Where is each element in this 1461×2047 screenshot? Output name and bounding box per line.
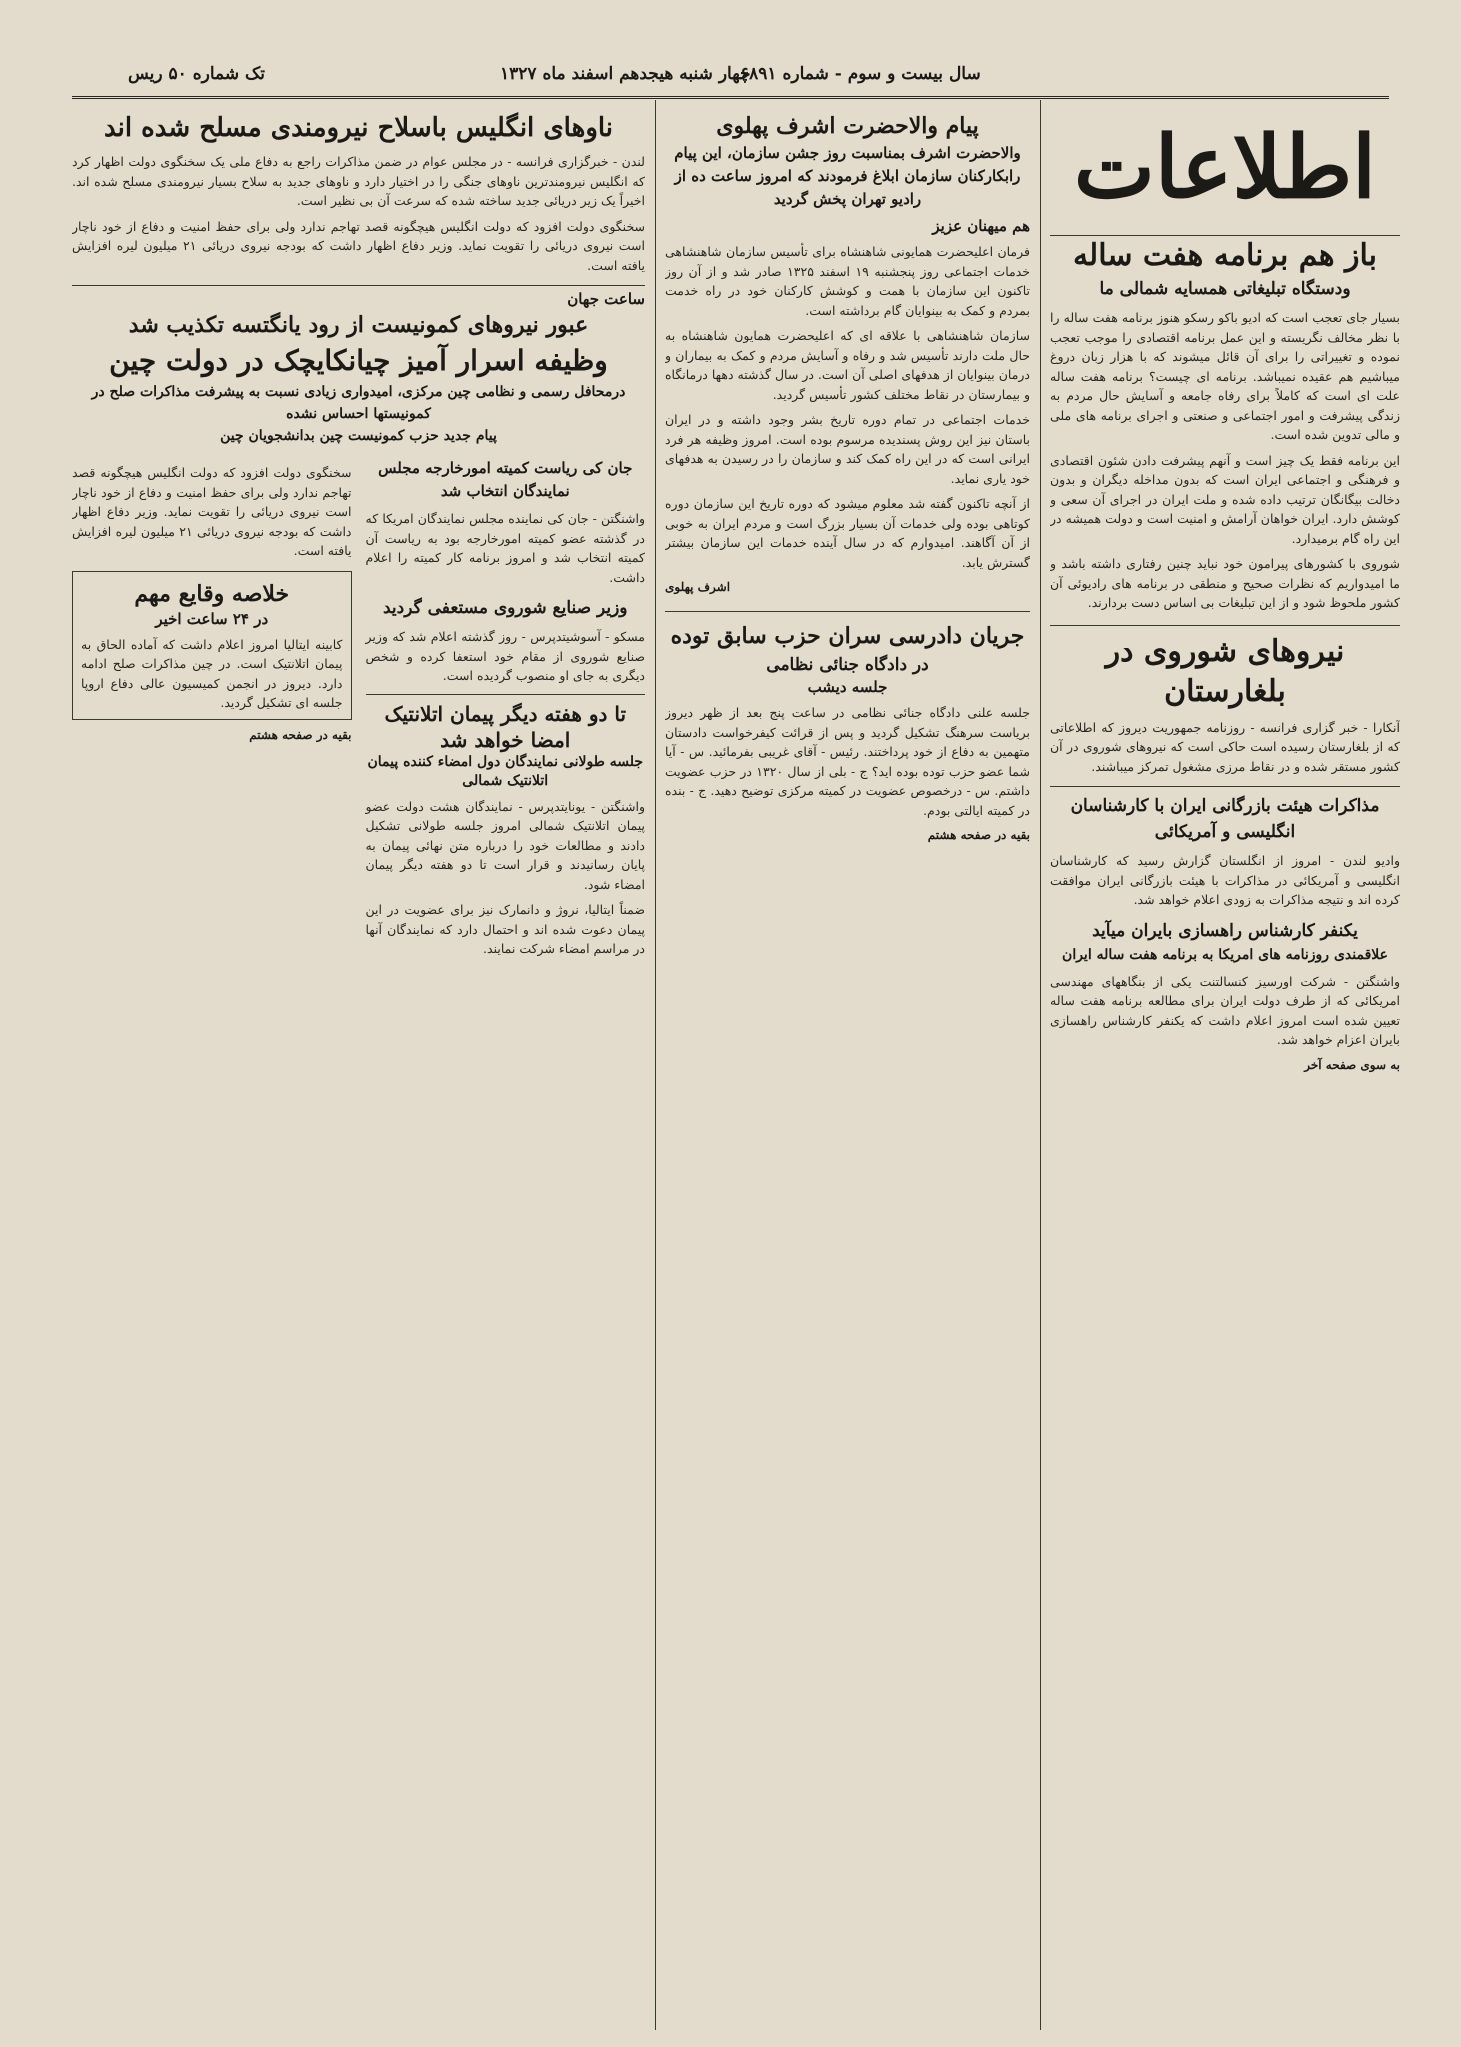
headline-atlantic-pact: تا دو هفته دیگر پیمان اتلانتیک امضا خواهد شد bbox=[384, 701, 627, 752]
subhead-soviet-minister: وزیر صنایع شوروی مستعفی گردید bbox=[382, 598, 628, 618]
divider bbox=[1050, 235, 1400, 236]
article-body: وادیو لندن - امروز از انگلستان گزارش رسید که کارشناسان انگلیسی و آمریکائی در مذاکرات با هیئت بازرگانی ایران موافقت کرده اند و نتیجه مذاکرات به زودی اعلام خواهد شد. bbox=[1050, 853, 1400, 907]
headline-chiang: وظیفه اسرار آمیز چیانکایچک در دولت چین bbox=[109, 344, 608, 377]
divider bbox=[665, 611, 1030, 612]
article-body: سخنگوی دولت افزود که دولت انگلیس هیچگونه قصد تهاجم ندارد ولی برای حفظ امنیت و دفاع از خود ناچار است نیروی دریائی را تقویت نماید. وزیر دفاع اظهار داشت که بودجه نیروی دریائی ۲۱ میلیون لیره افزایش یافته است. bbox=[72, 465, 352, 558]
issue-date: چهار شنبه هیجدهم اسفند ماه ۱۳۲۷ bbox=[500, 64, 751, 84]
article-body: آنکارا - خبر گزاری فرانسه - روزنامه جمهوریت دیروز که اطلاعاتی که از بلغارستان رسیده است حاکی است که نیروهای شوروی در آن کشور مستقر شده و در نقاط مرزی مشغول تمرکز میباشند. bbox=[1050, 719, 1400, 774]
subhead-john-kee: جان کی ریاست کمیته امورخارجه مجلس نمایندگان انتخاب شد bbox=[378, 459, 633, 500]
article-body: واشنگتن - جان کی نماینده مجلس نمایندگان امریکا که در گذشته عضو کمیته امورخارجه بود به ریاست آن کمیته انتخاب شد و امروز برنامه کار کمیته را اعلام داشت. bbox=[365, 511, 645, 585]
subhead-students: پیام جدید حزب کمونیست چین بدانشجویان چین bbox=[220, 428, 497, 444]
subhead-road-expert: یکنفر کارشناس راهسازی بایران میآید bbox=[1092, 920, 1358, 941]
headline-message: پیام والاحضرت اشرف پهلوی bbox=[716, 113, 979, 139]
subhead-atlantic-pact: جلسه طولانی نمایندگان دول امضاء کننده پیمان اتلانتیک شمالی bbox=[367, 753, 643, 789]
divider bbox=[1050, 625, 1400, 626]
right-column bbox=[1050, 235, 1400, 2025]
continued-note: به سوی صفحه آخر bbox=[1304, 1057, 1400, 1072]
continued-note: بقیه در صفحه هشتم bbox=[249, 727, 352, 742]
headline-seven-year-plan: باز هم برنامه هفت ساله bbox=[1072, 238, 1378, 273]
issue-price: تک شماره ۵۰ ریس bbox=[128, 64, 265, 84]
section-tag: ساعت جهان bbox=[567, 290, 645, 308]
article-body: فرمان اعلیحضرت همایونی شاهنشاه برای تأسیس سازمان شاهنشاهی خدمات اجتماعی روز پنجشنبه ۱۹ اسفند ۱۳۲۵ صادر شد و از آن روز تاکنون این سازمان با همت و کوشش کارکنان خود در راه خدمت بمردم و کمک به بینوایان گام برداشته است. bbox=[665, 244, 1030, 318]
article-body: سازمان شاهنشاهی با علاقه ای که اعلیحضرت همایون شاهنشاه به حال ملت دارند تأسیس شد و رفاه و آسایش مردم و کمک به بیماران و درمان بینوایان از هدفهای اصلی آن است. در سال گذشته دهها درمانگاه و بیمارستان در نقاط مختلف کشور تأسیس گردید. bbox=[665, 328, 1030, 402]
article-body: بسیار جای تعجب است که ادیو باکو رسکو هنوز برنامه هفت ساله را با نظر مخالف نگریسته و این عمل برنامه اقتصادی را موجب تعجب نموده و تغییراتی را برای آن قائل میشوند که با هزار زبان دروغ میباشیم هم عقیده نمیباشد. برنامه ای چیست؟ برنامه هفت ساله علت ای است که کاملاً برای رفاه جامعه و آسایش حال مردم به زندگی پیشرفت و امور اجتماعی و صنعتی و اجرای برنامه های ملی و مالی تدوین شده است. bbox=[1050, 310, 1400, 442]
subhead-china: درمحافل رسمی و نظامی چین مرکزی، امیدواری زیادی نسبت به پیشرفت مذاکرات صلح در کمونیستها احساس نشده bbox=[91, 384, 626, 422]
article-body: جلسه علنی دادگاه جنائی نظامی در ساعت پنج بعد از ظهر دیروز بریاست سرهنگ تشکیل گردید و پس از قرائت کیفرخواست دادستان متهمین به دفاع از خود پرداختند. رئیس - آقای غریبی بفرمائید. س - آیا شما عضو حزب توده بوده اید؟ ج - بلی از سال ۱۳۲۰ در حزب عضویت داشتم. س - درخصوص عضویت در کمیته مرکزی توضیح دهید. ج - بنده در کمیته ایالتی بودم. bbox=[665, 705, 1030, 818]
greeting: هم میهنان عزیز bbox=[932, 217, 1030, 235]
newspaper-logo: اطلاعات bbox=[1073, 117, 1377, 218]
headline-tudeh-trial: جریان دادرسی سران حزب سابق توده bbox=[670, 623, 1025, 649]
divider bbox=[72, 285, 645, 286]
article-body: این برنامه فقط یک چیز است و آنهم پیشرفت دادن شئون اقتصادی و فرهنگی و اجتماعی ایران است که بدون مداخله دیگران و بدون دخالت بیگانگان ترتیب داده شده و ملت ایران در اجرای آن سعی و کوشش دارد. ایران خواهان آرامش و امنیت است و دولت همیشه در این راه گام برمیدارد. bbox=[1050, 452, 1400, 546]
headline-british-ships: ناوهای انگلیس باسلاح نیرومندی مسلح شده اند bbox=[103, 113, 614, 143]
article-body: لندن - خبرگزاری فرانسه - در مجلس عوام در ضمن مذاکرات راجع به دفاع ملی یک سخنگوی دولت اظهار کرد که انگلیس نیرومندترین ناوهای جنگی را در اختیار دارد و ناوهای جدید به سلاح بسیار نیرومندی مسلح شده اند. اخیراً یک زیر دریائی جدید ساخته شده که سرعت آن بی نظیر است. bbox=[72, 154, 645, 208]
masthead-rule bbox=[72, 96, 1389, 99]
headline-yangtze: عبور نیروهای کمونیست از رود یانگتسه تکذیب شد bbox=[128, 312, 589, 338]
headline-bulgaria: نیروهای شوروی در بلغارستان bbox=[1105, 633, 1345, 709]
subhead-trade-talks: مذاکرات هیئت بازرگانی ایران با کارشناسان انگلیسی و آمریکائی bbox=[1070, 796, 1380, 842]
news-summary-box bbox=[72, 571, 352, 720]
article-body: سخنگوی دولت افزود که دولت انگلیس هیچگونه قصد تهاجم ندارد ولی برای حفظ امنیت و دفاع از خود ناچار است نیروی دریائی را تقویت نماید. وزیر دفاع اظهار داشت که بودجه نیروی دریائی ۲۱ میلیون لیره افزایش یافته است. bbox=[72, 218, 645, 273]
divider bbox=[366, 694, 646, 695]
article-body: خدمات اجتماعی در تمام دوره تاریخ بشر وجود داشته و در ایران باستان نیز این روش پسندیده مرسوم بوده است. امروز وظیفه هر فرد ایرانی است که در این راه کمک کند و سازمان را در رسیدن به هدفهای خود یاری نماید. bbox=[665, 412, 1030, 486]
column-divider bbox=[1040, 100, 1041, 2030]
headline-summary: خلاصه وقایع مهم bbox=[134, 580, 290, 607]
column-divider bbox=[655, 100, 656, 2030]
subhead-propaganda: ودستگاه تبلیغاتی همسایه شمالی ما bbox=[1099, 279, 1351, 299]
article-body: واشنگتن - شرکت اورسیز کنسالتنت یکی از بنگاههای مهندسی امریکائی که از طرف دولت ایران برای مطالعه برنامه هفت ساله تعیین شده است امروز اعلام داشت که یکنفر کارشناس راهسازی بایران اعزام خواهد شد. bbox=[1050, 973, 1400, 1047]
subhead-summary: در ۲۴ ساعت اخیر bbox=[155, 609, 269, 628]
issue-number: سال بیست و سوم - شماره ۶۸۹۱ bbox=[740, 64, 981, 84]
article-body: ضمناً ایتالیا، نروژ و دانمارک نیز برای عضویت در این پیمان دعوت شده اند و احتمال دارد که نمایندگان آنها در مراسم امضاء شرکت نمایند. bbox=[365, 902, 645, 956]
lower-left-grid bbox=[72, 457, 645, 959]
lower-left-col-a bbox=[366, 457, 646, 959]
continued-note: بقیه در صفحه هشتم bbox=[927, 828, 1030, 842]
article-body: واشنگتن - یونایتدپرس - نمایندگان هشت دولت عضو پیمان اتلانتیک شمالی امروز جلسه طولانی تشکیل دادند و مطالعات خود را درباره متن نهائی پیمان به پایان رسانیدند و قرار است تا دو هفته دیگر پیمان امضاء شود. bbox=[365, 798, 645, 892]
article-body: از آنچه تاکنون گفته شد معلوم میشود که دوره تاریخ این سازمان دوره کوتاهی بوده ولی خدمات آن بسیار بزرگ است و مردم ایران به خوبی از آن آگاهند. امیدوارم که در سال آینده خدمات این سازمان بیشتر گسترش یابد. bbox=[665, 496, 1030, 570]
lower-left-col-b bbox=[72, 457, 352, 959]
signature: اشرف پهلوی bbox=[665, 580, 731, 594]
article-body: شوروی با کشورهای پیرامون خود نباید چنین رفتاری داشته باشد و ما امیدواریم که نظرات صحیح و منطقی در برنامه های رادیوئی آن کشور ملحوظ شود و از این تبلیغات بی اساس دست بردارند. bbox=[1050, 556, 1400, 610]
article-body: کابینه ایتالیا امروز اعلام داشت که آماده الحاق به پیمان اتلانتیک است. در چین مذاکرات صلح ادامه دارد. دیروز در انجمن کمیسیون عالی دفاع اروپا جلسه ای تشکیل گردید. bbox=[81, 636, 343, 710]
subhead-tudeh-trial: در دادگاه جنائی نظامی bbox=[766, 655, 929, 675]
middle-column bbox=[665, 110, 1030, 2025]
session-label: جلسه دیشب bbox=[807, 678, 888, 696]
article-body: مسکو - آسوشیتدپرس - روز گذشته اعلام شد که وزیر صنایع شوروی از مقام خود استعفا کرده و شخص دیگری به جای او منصوب گردیده است. bbox=[365, 629, 645, 683]
subhead-american-press: علاقمندی روزنامه های امریکا به برنامه هفت ساله ایران bbox=[1062, 946, 1388, 963]
left-column bbox=[72, 110, 645, 2025]
divider bbox=[1050, 786, 1400, 787]
subhead-message: والاحضرت اشرف بمناسبت روز جشن سازمان، این پیام رابکارکنان سازمان ابلاغ فرمودند که امروز ساعت ده از رادیو تهران پخش گردید bbox=[674, 144, 1021, 208]
